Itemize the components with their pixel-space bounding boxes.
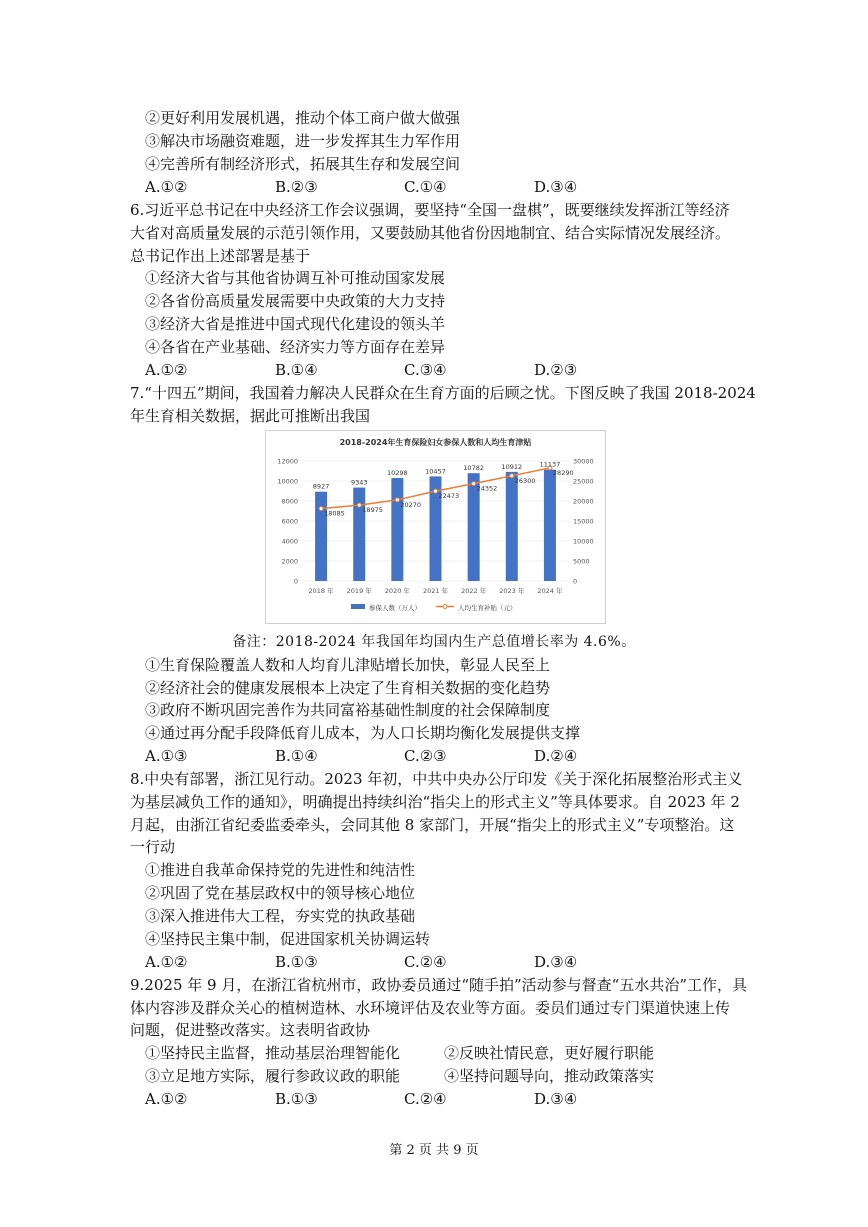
- left-tick-label: 6000: [281, 517, 298, 526]
- q7-answer-a[interactable]: A.①③: [145, 747, 188, 765]
- q5-option-2: ②更好利用发展机遇，推动个体工商户做大做强: [145, 109, 461, 127]
- line-point: [472, 482, 476, 486]
- q6-answer-d[interactable]: D.②③: [534, 361, 578, 379]
- line-point: [319, 507, 323, 511]
- chart-legend: [351, 603, 517, 612]
- chart-note: 备注：2018-2024 年我国年均国内生产总值增长率为 4.6%。: [232, 634, 636, 650]
- q6-stem-1: 6.习近平总书记在中央经济工作会议强调，要坚持“全国一盘棋”，既要继续发挥浙江等经济: [130, 201, 730, 219]
- bar-value-label: 9343: [350, 478, 368, 487]
- q6-answer-c[interactable]: C.③④: [404, 361, 447, 379]
- bar: [315, 492, 327, 581]
- line-value-label: 28290: [552, 468, 574, 477]
- q9-stem-3: 问题，促进整改落实。这表明省政协: [130, 1021, 371, 1039]
- bar-value-label: 8927: [312, 482, 330, 491]
- bar-value-label: 10782: [463, 464, 484, 473]
- legend-bar-swatch: [351, 604, 365, 609]
- q9-option-2: ②反映社情民意，更好履行职能: [444, 1044, 655, 1062]
- left-tick-label: 2000: [281, 557, 298, 566]
- legend-line-marker: [443, 605, 447, 609]
- right-tick-label: 5000: [573, 557, 590, 566]
- q8-stem-4: 一行动: [130, 838, 176, 856]
- q5-answer-b[interactable]: B.②③: [275, 178, 318, 196]
- q8-answer-c[interactable]: C.②④: [404, 953, 447, 971]
- left-tick-label: 0: [293, 577, 298, 586]
- q6-option-2: ②各省份高质量发展需要中央政策的大力支持: [145, 292, 446, 310]
- right-tick-label: 25000: [573, 477, 594, 486]
- q9-stem-2: 体内容涉及群众关心的植树造林、水环境评估及农业等方面。委员们通过专门渠道快速上传: [130, 999, 731, 1017]
- q8-stem-2: 为基层减负工作的通知》，明确提出持续纠治“指尖上的形式主义”等具体要求。自 2023 年 2: [130, 793, 740, 811]
- q9-answer-d[interactable]: D.③④: [534, 1090, 578, 1108]
- q8-option-2: ②巩固了党在基层政权中的领导核心地位: [145, 884, 416, 902]
- bar: [353, 488, 365, 581]
- right-tick-label: 20000: [573, 497, 594, 506]
- right-tick-label: 15000: [573, 517, 594, 526]
- q8-answer-b[interactable]: B.①③: [275, 953, 318, 971]
- bar-value-label: 10457: [425, 467, 446, 476]
- line-point: [510, 474, 514, 478]
- x-tick-label: 2023 年: [499, 587, 525, 595]
- bar: [506, 472, 518, 581]
- q7-option-4: ④通过再分配手段降低育儿成本，为人口长期均衡化发展提供支撑: [145, 724, 581, 742]
- q7-answer-d[interactable]: D.②④: [534, 747, 578, 765]
- left-tick-label: 4000: [281, 537, 298, 546]
- q6-stem-3: 总书记作出上述部署是基于: [130, 247, 311, 265]
- q7-answer-c[interactable]: C.②③: [404, 747, 447, 765]
- bar-value-label: 10298: [387, 469, 408, 478]
- line-value-label: 26300: [514, 476, 536, 485]
- x-tick-label: 2018 年: [308, 587, 334, 595]
- q7-stem-2: 年生育相关数据，据此可推断出我国: [130, 407, 371, 425]
- q8-answer-d[interactable]: D.③④: [534, 953, 578, 971]
- q8-option-1: ①推进自我革命保持党的先进性和纯洁性: [145, 861, 416, 879]
- legend-line-label: 人均生育补贴（元）: [458, 604, 517, 612]
- q9-option-3: ③立足地方实际，履行参政议政的职能: [145, 1067, 401, 1085]
- q6-option-4: ④各省在产业基础、经济实力等方面存在差异: [145, 338, 446, 356]
- x-tick-label: 2022 年: [461, 587, 487, 595]
- q8-option-4: ④坚持民主集中制，促进国家机关协调运转: [145, 930, 431, 948]
- line-point: [395, 498, 399, 502]
- q8-stem-1: 8.中央有部署，浙江见行动。2023 年初，中共中央办公厅印发《关于深化拓展整治形式主义: [130, 770, 743, 788]
- line-point: [434, 489, 438, 493]
- q9-answer-c[interactable]: C.②④: [404, 1090, 447, 1108]
- q7-option-1: ①生育保险覆盖人数和人均育儿津贴增长加快，彰显人民至上: [145, 656, 551, 674]
- x-tick-label: 2024 年: [537, 587, 563, 595]
- q7-stem-1: 7.“十四五”期间，我国着力解决人民群众在生育方面的后顾之忧。下图反映了我国 2018-2024: [130, 384, 756, 402]
- q6-option-1: ①经济大省与其他省协调互补可推动国家发展: [145, 269, 446, 287]
- q9-answer-a[interactable]: A.①②: [145, 1090, 188, 1108]
- q6-option-3: ③经济大省是推进中国式现代化建设的领头羊: [145, 315, 446, 333]
- q9-stem-1: 9.2025 年 9 月，在浙江省杭州市，政协委员通过“随手拍”活动参与督查“五水共治”工作，具: [130, 976, 748, 994]
- q8-option-3: ③深入推进伟大工程，夯实党的执政基础: [145, 907, 416, 925]
- right-tick-label: 30000: [573, 457, 594, 466]
- q9-option-1: ①坚持民主监督，推动基层治理智能化: [145, 1044, 401, 1062]
- left-tick-label: 8000: [281, 497, 298, 506]
- line-value-label: 18975: [362, 506, 383, 515]
- x-tick-label: 2020 年: [384, 587, 410, 595]
- q5-option-4: ④完善所有制经济形式，拓展其生存和发展空间: [145, 155, 461, 173]
- right-tick-label: 0: [573, 577, 578, 586]
- q8-answer-a[interactable]: A.①②: [145, 953, 188, 971]
- bar: [544, 470, 556, 581]
- q5-answer-a[interactable]: A.①②: [145, 178, 188, 196]
- q5-answer-d[interactable]: D.③④: [534, 178, 578, 196]
- q7-answer-b[interactable]: B.①④: [275, 747, 318, 765]
- fertility-chart: [265, 430, 606, 624]
- left-tick-label: 10000: [277, 477, 298, 486]
- line-value-label: 20270: [400, 500, 422, 509]
- bar-value-label: 11137: [539, 460, 561, 469]
- line-value-label: 18085: [324, 509, 345, 518]
- x-tick-label: 2019 年: [346, 587, 372, 595]
- q5-option-3: ③解决市场融资难题，进一步发挥其生力军作用: [145, 132, 461, 150]
- q6-answer-a[interactable]: A.①②: [145, 361, 188, 379]
- line-point: [357, 503, 361, 507]
- line-value-label: 24352: [476, 484, 498, 493]
- q5-answer-c[interactable]: C.①④: [404, 178, 447, 196]
- bar-value-label: 10912: [501, 462, 523, 471]
- q9-option-4: ④坚持问题导向，推动政策落实: [444, 1067, 655, 1085]
- q6-stem-2: 大省对高质量发展的示范引领作用，又要鼓励其他省份因地制宜、结合实际情况发展经济。: [130, 224, 731, 242]
- page-footer: 第 2 页 共 9 页: [389, 1143, 479, 1158]
- q6-answer-b[interactable]: B.①④: [275, 361, 318, 379]
- bar: [391, 478, 403, 581]
- q7-option-3: ③政府不断巩固完善作为共同富裕基础性制度的社会保障制度: [145, 701, 551, 719]
- legend-bar-label: 参保人数（万人）: [369, 604, 421, 612]
- q8-stem-3: 月起，由浙江省纪委监委牵头，会同其他 8 家部门，开展“指尖上的形式主义”专项整治。这: [130, 816, 735, 834]
- left-tick-label: 12000: [277, 457, 298, 466]
- line-value-label: 22473: [438, 492, 460, 501]
- chart-title: 2018-2024年生育保险妇女参保人数和人均生育津贴: [339, 438, 532, 447]
- q9-answer-b[interactable]: B.①③: [275, 1090, 318, 1108]
- x-tick-label: 2021 年: [422, 587, 449, 595]
- right-tick-label: 10000: [573, 537, 594, 546]
- q7-option-2: ②经济社会的健康发展根本上决定了生育相关数据的变化趋势: [145, 679, 551, 697]
